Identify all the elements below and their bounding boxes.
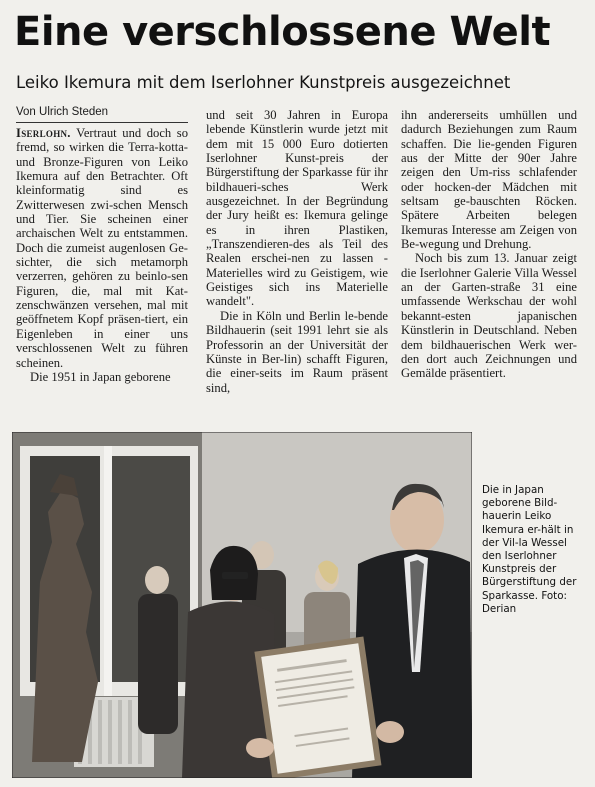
column-1-paragraph-1: Vertraut und doch so fremd, so wirken die Terra-kotta- und Bronze-Figuren von Leiko Ikemura auf den Betrachter. Oft kleinformatig sind es Zwitterwesen zwi-schen Mensch und Tier. Sie scheinen einer archaischen Welt zu entstammen. Doch die zumeist augenlosen Ge-sichter, die sich metamorph verzerren, gehören zu beinlo-sen Figuren, die, mal mit Kat-zenschwänzen versehen, mal mit geöffnetem Kopf präsen-tiert, ein Eigenleben in einer uns verschlossenen Welt zu führen scheinen. [16, 126, 188, 370]
article-column-3 [401, 108, 577, 381]
column-2-paragraph-1: und seit 30 Jahren in Europa lebende Künstlerin wurde jetzt mit dem mit 15 000 Euro dotierten Iserlohner Kunst-preis der Bürgerstiftung der Sparkasse für ihr bildhaueri-sches Werk ausgezeichnet. In der Begründung der Jury heißt es: Ikemura gelinge es in ihren Plastiken, „Transzendieren-des als Teil des Realen erschei-nen zu lassen - Materielles wird zu Geistigem, wie Geistiges sich ins Materielle wandelt". [206, 108, 388, 309]
award-photo-illustration [12, 432, 472, 778]
headline: Eine verschlossene Welt [14, 9, 551, 55]
article-column-2 [206, 108, 388, 395]
photo-caption: Die in Japan geborene Bild-hauerin Leiko Ikemura er-hält in der Vil-la Wessel den Iserlohner Kunstpreis der Bürgerstiftung der Sparkasse. Foto: Derian [482, 484, 577, 615]
column-1-paragraph-2: Die 1951 in Japan geborene [30, 369, 171, 384]
column-3-paragraph-1: ihn andererseits umhüllen und dadurch Beziehungen zum Raum schaffen. Die lie-genden Figuren aus der Mitte der 90er Jahre zeigen den Um-riss schlafender oder hocken-der Mädchen mit seltsam ge-bauschten Röcken. Spätere Arbeiten belegen Ikemuras Interesse am Zeigen von Be-wegung und Drehung. [401, 108, 577, 252]
byline: Von Ulrich Steden [16, 104, 188, 123]
subheadline: Leiko Ikemura mit dem Iserlohner Kunstpreis ausgezeichnet [16, 73, 511, 92]
column-3-paragraph-2: Noch bis zum 13. Januar zeigt die Iserlohner Galerie Villa Wessel an der Garten-straße 31 eine umfassende Werkschau der wohl bekannt-esten japanischen Künstlerin in Deutschland. Neben dem bildhauerischen Werk wer-den dort auch Zeichnungen und Gemälde präsentiert. [401, 251, 577, 381]
dateline: Iserlohn. [16, 126, 71, 140]
article-column-1 [16, 126, 188, 384]
column-2-paragraph-2: Die in Köln und Berlin le-bende Bildhauerin (seit 1991 lehrt sie als Professorin an der Universität der Künste in Ber-lin) schafft Figuren, die einer-seits im Raum präsent sind, [206, 308, 388, 395]
award-photo [12, 432, 472, 778]
